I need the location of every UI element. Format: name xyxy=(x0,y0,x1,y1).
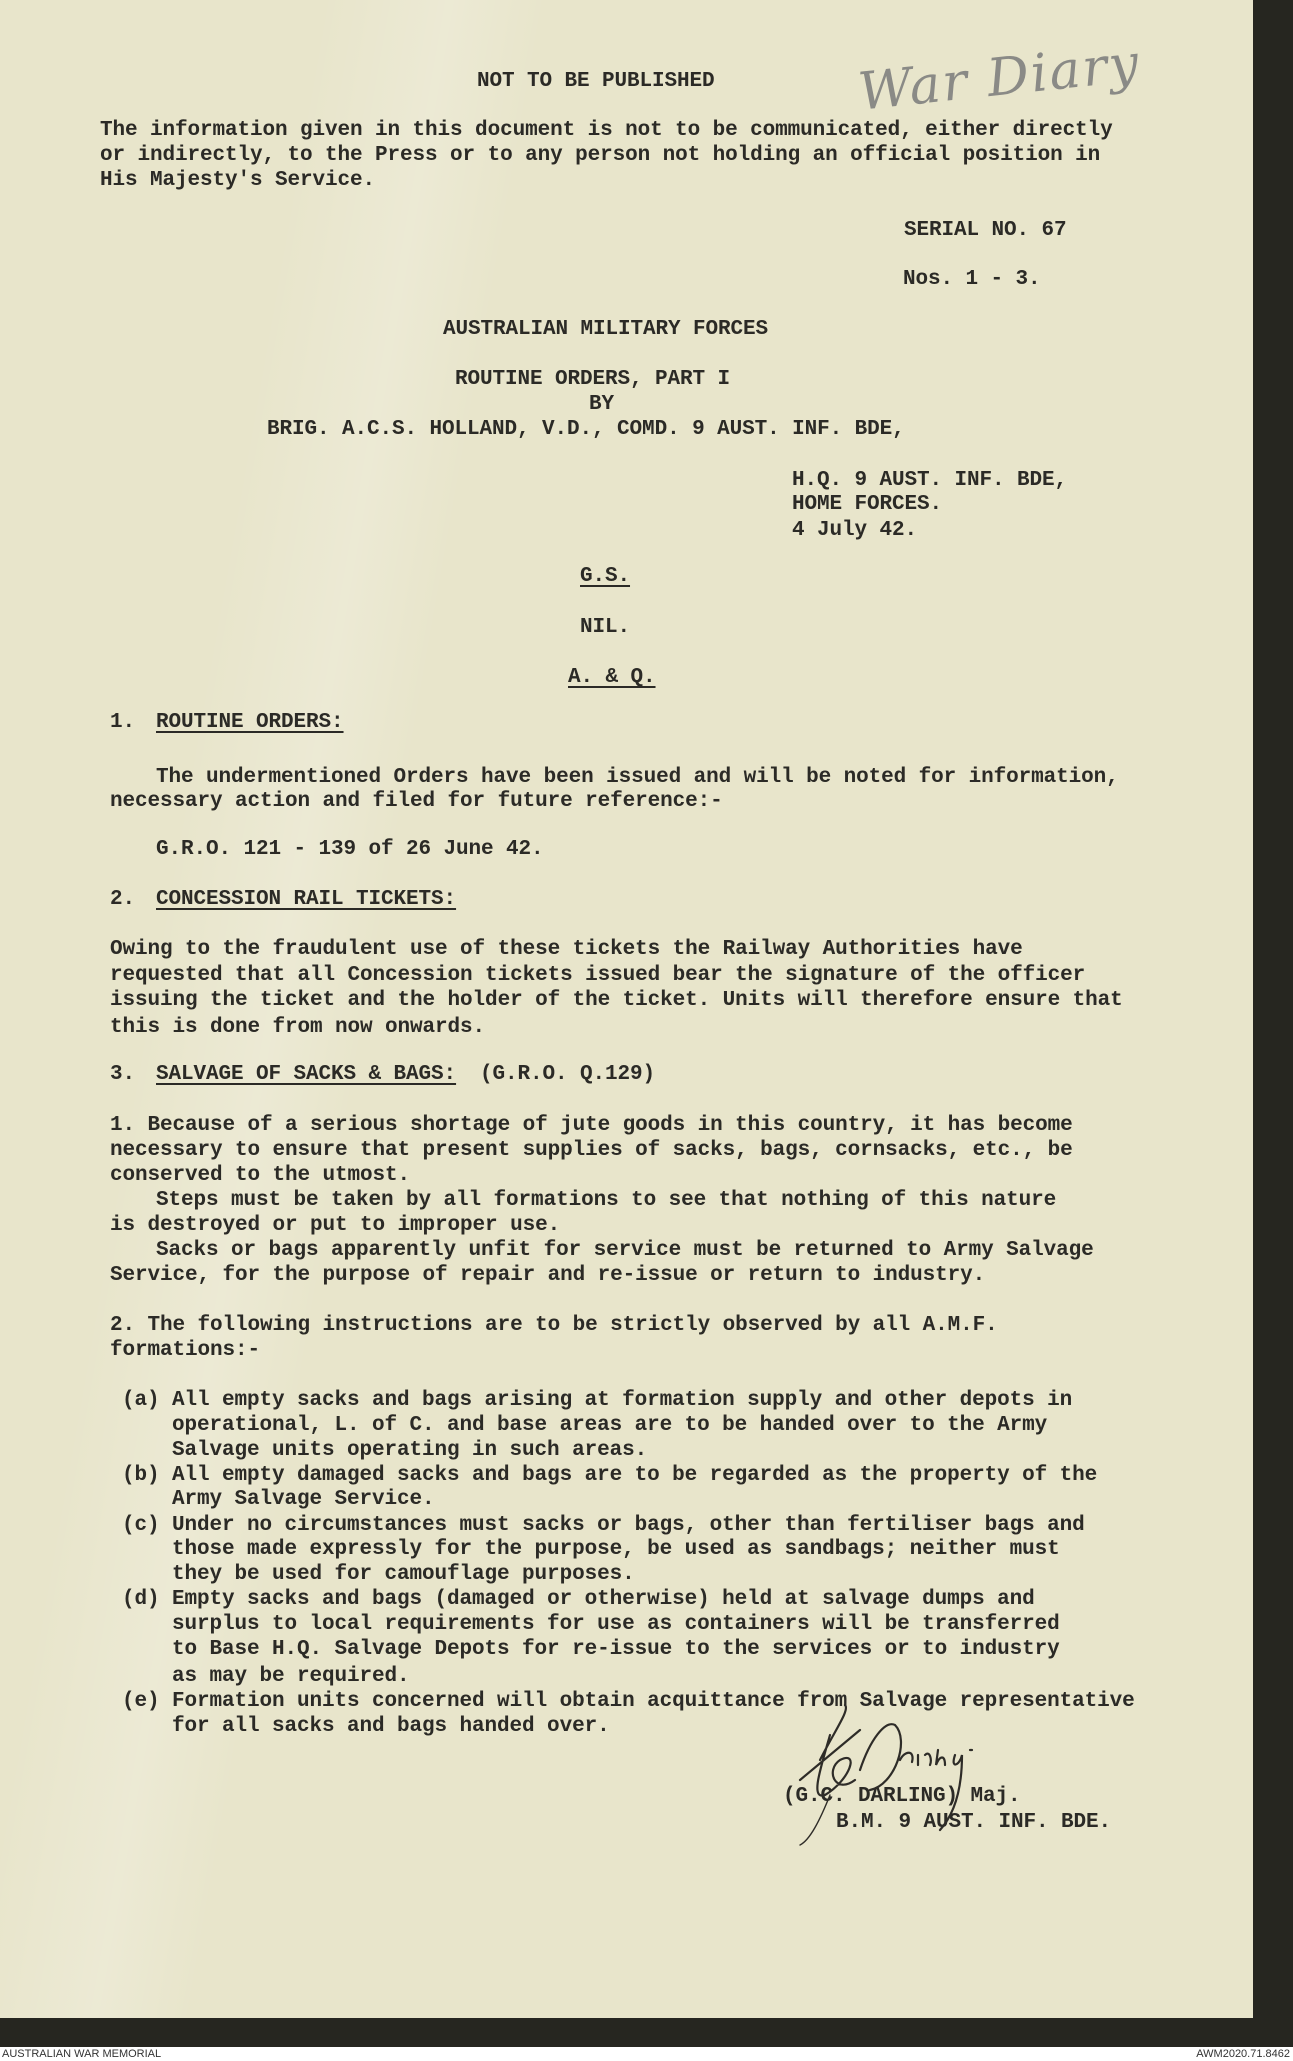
body-line: conserved to the utmost. xyxy=(110,1164,411,1187)
body-line: Owing to the fraudulent use of these tickets the Railway Authorities have xyxy=(110,938,1023,961)
body-line: formations:- xyxy=(110,1339,261,1362)
signatory-name: (G.C. DARLING) Maj. xyxy=(783,1785,1021,1808)
subitem-line: (a) All empty sacks and bags arising at formation supply and other depots in xyxy=(122,1389,1073,1412)
subitem-line: (d) Empty sacks and bags (damaged or otherwise) held at salvage dumps and xyxy=(122,1588,1035,1611)
subitem-line: those made expressly for the purpose, be used as sandbags; neither must xyxy=(172,1538,1060,1561)
orders-title: ROUTINE ORDERS, PART I xyxy=(455,368,731,391)
section-nil: NIL. xyxy=(580,616,631,639)
subitem-line: (c) Under no circumstances must sacks or bags, other than fertiliser bags and xyxy=(122,1514,1085,1537)
body-line: requested that all Concession tickets issued bear the signature of the officer xyxy=(110,964,1086,987)
footer-bar xyxy=(0,2047,1293,2061)
subitem-line: Army Salvage Service. xyxy=(172,1488,435,1511)
section-aq: A. & Q. xyxy=(568,666,656,689)
archive-reference: AWM2020.71.8462 xyxy=(1196,2048,1290,2060)
subitem-line: Salvage units operating in such areas. xyxy=(172,1439,648,1462)
notice-line: The information given in this document is not to be communicated, either directly xyxy=(100,119,1113,142)
item-heading: CONCESSION RAIL TICKETS: xyxy=(156,888,457,911)
restriction-heading: NOT TO BE PUBLISHED xyxy=(477,70,715,93)
body-line: necessary to ensure that present supplies of sacks, bags, cornsacks, etc., be xyxy=(110,1139,1073,1162)
serial-number: SERIAL NO. 67 xyxy=(904,219,1067,242)
subitem-line: for all sacks and bags handed over. xyxy=(172,1715,610,1738)
order-reference: G.R.O. 121 - 139 of 26 June 42. xyxy=(156,838,544,861)
subitem-line: (b) All empty damaged sacks and bags are to be regarded as the property of the xyxy=(122,1464,1098,1487)
body-line: issuing the ticket and the holder of the ticket. Units will therefore ensure that xyxy=(110,989,1123,1012)
body-line: The undermentioned Orders have been issued and will be noted for information, xyxy=(156,766,1119,789)
item-heading: SALVAGE OF SACKS & BAGS: xyxy=(156,1063,457,1086)
notice-line: or indirectly, to the Press or to any person not holding an official position in xyxy=(100,144,1101,167)
archive-name: AUSTRALIAN WAR MEMORIAL xyxy=(2,2048,162,2060)
body-line: Service, for the purpose of repair and re-issue or return to industry. xyxy=(110,1264,986,1287)
address-line: 4 July 42. xyxy=(792,519,918,542)
item-number: 1. xyxy=(110,711,136,734)
section-gs: G.S. xyxy=(580,565,631,588)
order-reference: (G.R.O. Q.129) xyxy=(480,1063,656,1086)
body-line: necessary action and filed for future reference:- xyxy=(110,790,723,813)
body-line: Sacks or bags apparently unfit for service must be returned to Army Salvage xyxy=(156,1239,1094,1262)
subitem-line: they be used for camouflage purposes. xyxy=(172,1563,635,1586)
body-line: this is done from now onwards. xyxy=(110,1016,486,1039)
item-number: 2. xyxy=(110,888,136,911)
notice-line: His Majesty's Service. xyxy=(100,169,376,192)
address-line: H.Q. 9 AUST. INF. BDE, xyxy=(792,469,1068,492)
address-line: HOME FORCES. xyxy=(792,493,943,516)
body-line: is destroyed or put to improper use. xyxy=(110,1214,561,1237)
subitem-line: to Base H.Q. Salvage Depots for re-issue to the services or to industry xyxy=(172,1638,1060,1661)
body-line: Steps must be taken by all formations to see that nothing of this nature xyxy=(156,1189,1057,1212)
signatory-appointment: B.M. 9 AUST. INF. BDE. xyxy=(836,1811,1112,1834)
subitem-line: operational, L. of C. and base areas are to be handed over to the Army xyxy=(172,1414,1048,1437)
signature-mark xyxy=(790,1700,1050,1850)
by-line: BY xyxy=(589,393,615,416)
item-number: 3. xyxy=(110,1063,136,1086)
issuer-line: BRIG. A.C.S. HOLLAND, V.D., COMD. 9 AUST. INF. BDE, xyxy=(267,418,905,441)
subitem-line: surplus to local requirements for use as containers will be transferred xyxy=(172,1613,1060,1636)
body-line: 1. Because of a serious shortage of jute goods in this country, it has become xyxy=(110,1114,1073,1137)
scan-background xyxy=(0,2018,1293,2047)
order-numbers: Nos. 1 - 3. xyxy=(903,268,1041,291)
subitem-line: (e) Formation units concerned will obtain acquittance from Salvage representative xyxy=(122,1690,1135,1713)
item-heading: ROUTINE ORDERS: xyxy=(156,711,344,734)
handwritten-war-diary-note: War Diary xyxy=(855,33,1144,123)
scan-background xyxy=(1253,0,1293,2047)
body-line: 2. The following instructions are to be strictly observed by all A.M.F. xyxy=(110,1314,998,1337)
subitem-line: as may be required. xyxy=(172,1665,410,1688)
org-title: AUSTRALIAN MILITARY FORCES xyxy=(443,318,769,341)
